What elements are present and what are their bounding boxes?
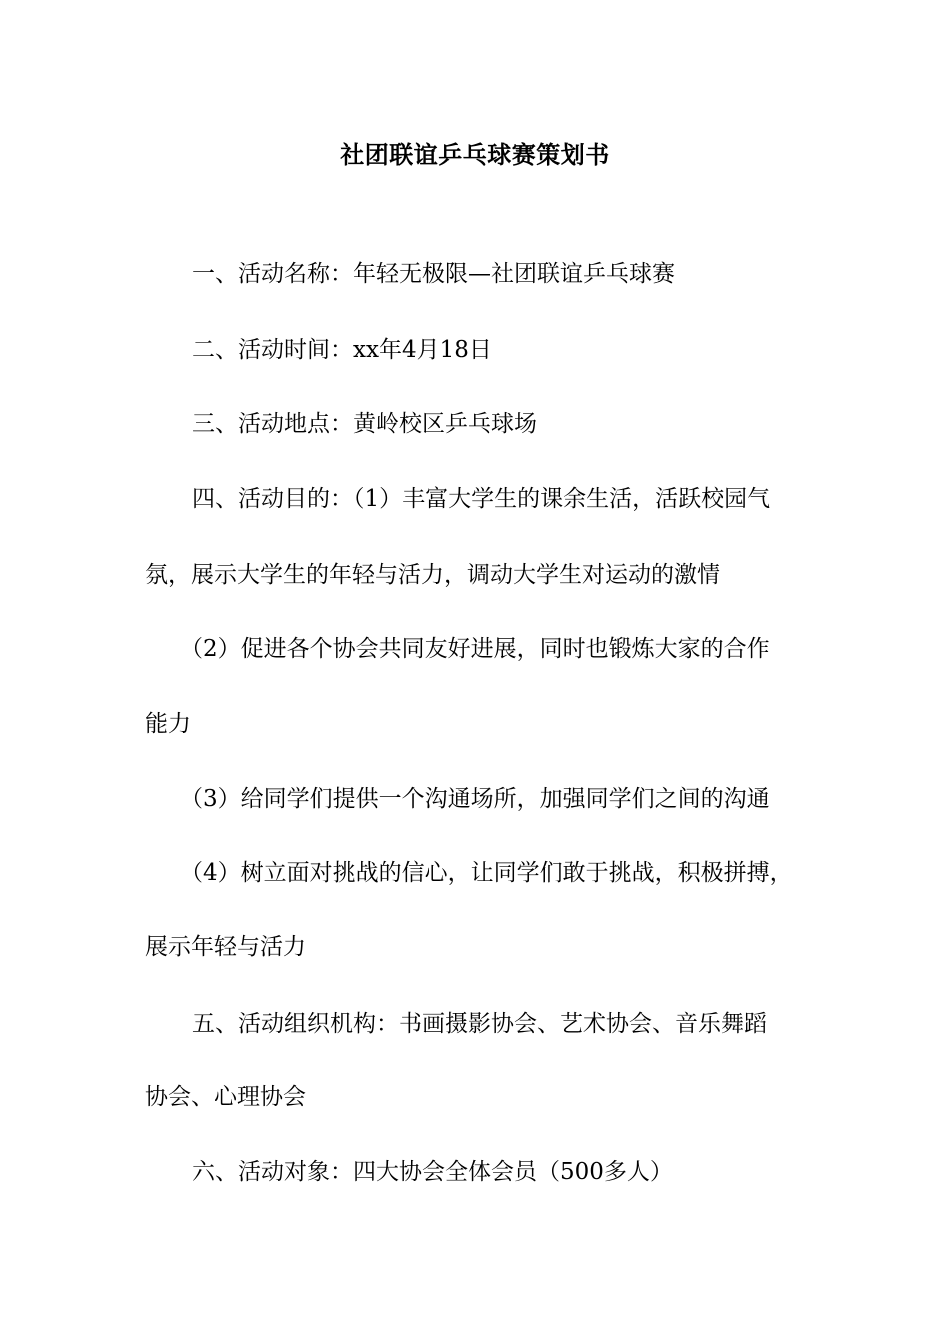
paragraph-line: 二、活动时间：xx年4月18日 [192,337,492,363]
paragraph-line: 展示年轻与活力 [145,934,306,960]
paragraph-line: 能力 [145,711,191,737]
paragraph-line: 一、活动名称：年轻无极限—社团联谊乒乓球赛 [192,261,675,287]
document-title: 社团联谊乒乓球赛策划书 [340,140,610,169]
paragraph-line: 五、活动组织机构：书画摄影协会、艺术协会、音乐舞蹈 [192,1011,767,1037]
paragraph-line: 氛，展示大学生的年轻与活力，调动大学生对运动的激情 [145,562,720,588]
paragraph-line: （2）促进各个协会共同友好进展，同时也锻炼大家的合作 [180,636,770,662]
paragraph-line: 六、活动对象：四大协会全体会员（500多人） [192,1159,673,1185]
paragraph-line: 协会、心理协会 [145,1084,306,1110]
paragraph-line: （4）树立面对挑战的信心，让同学们敢于挑战，积极拼搏， [180,860,793,886]
paragraph-line: 三、活动地点：黄岭校区乒乓球场 [192,411,537,437]
paragraph-line: （3）给同学们提供一个沟通场所，加强同学们之间的沟通 [180,786,770,812]
paragraph-line: 四、活动目的：（1）丰富大学生的课余生活，活跃校园气 [192,486,771,512]
